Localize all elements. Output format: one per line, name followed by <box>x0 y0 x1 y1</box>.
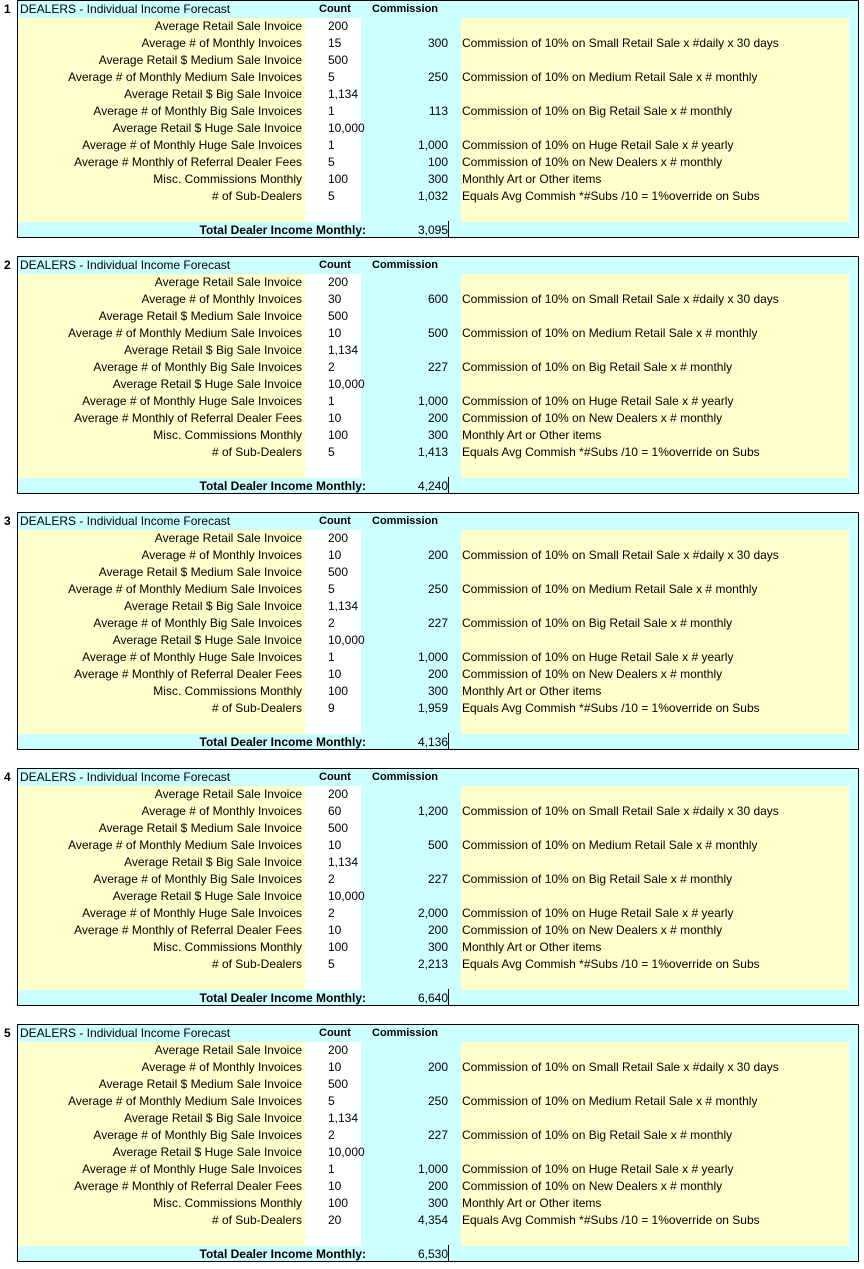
row-label: Average # of Monthly Medium Sale Invoices <box>68 582 302 596</box>
row-description: Commission of 10% on Medium Retail Sale x # monthly <box>462 1094 758 1108</box>
forecast-table <box>17 768 859 1006</box>
count-value: 500 <box>328 821 349 835</box>
count-value: 10,000 <box>328 121 365 135</box>
count-value: 20 <box>328 1213 342 1227</box>
commission-value: 2,000 <box>417 906 448 920</box>
forecast-title: DEALERS - Individual Income Forecast <box>20 770 231 784</box>
row-description: Commission of 10% on Small Retail Sale x #daily x 30 days <box>462 1060 779 1074</box>
count-value: 5 <box>328 445 335 459</box>
commission-value: 300 <box>427 428 448 442</box>
count-value: 10 <box>328 548 342 562</box>
commission-value: 300 <box>427 172 448 186</box>
count-header: Count <box>319 3 351 15</box>
count-value: 500 <box>328 1077 349 1091</box>
row-label: Average Retail $ Medium Sale Invoice <box>98 821 302 835</box>
row-label: Average # of Monthly Huge Sale Invoices <box>82 906 302 920</box>
forecast-title: DEALERS - Individual Income Forecast <box>20 2 231 16</box>
row-label: Average # of Monthly Huge Sale Invoices <box>82 650 302 664</box>
row-label: Average # of Monthly Invoices <box>141 292 302 306</box>
row-label: Average Retail Sale Invoice <box>154 19 302 33</box>
commission-header: Commission <box>372 515 439 527</box>
row-label: Misc. Commissions Monthly <box>153 172 302 186</box>
commission-value: 100 <box>427 155 448 169</box>
count-value: 100 <box>328 428 349 442</box>
total-label: Total Dealer Income Monthly: <box>199 223 366 237</box>
count-value: 1,134 <box>328 87 359 101</box>
forecast-title: DEALERS - Individual Income Forecast <box>20 1026 231 1040</box>
row-label: Average # of Monthly Medium Sale Invoices <box>68 326 302 340</box>
total-cell-border <box>448 477 449 493</box>
row-label: Average Retail Sale Invoice <box>154 787 302 801</box>
row-label: # of Sub-Dealers <box>211 189 302 203</box>
row-description: Equals Avg Commish *#Subs /10 = 1%override on Subs <box>462 445 760 459</box>
count-value: 500 <box>328 309 349 323</box>
count-value: 10,000 <box>328 377 365 391</box>
count-value: 1 <box>328 1162 335 1176</box>
row-description: Equals Avg Commish *#Subs /10 = 1%override on Subs <box>462 957 760 971</box>
commission-value: 1,413 <box>417 445 448 459</box>
commission-value: 600 <box>427 292 448 306</box>
forecast-number: 1 <box>4 2 11 16</box>
total-value: 6,530 <box>417 1247 448 1261</box>
total-label: Total Dealer Income Monthly: <box>199 991 366 1005</box>
count-value: 1,134 <box>328 855 359 869</box>
commission-value: 200 <box>427 411 448 425</box>
row-description: Commission of 10% on Huge Retail Sale x # yearly <box>462 906 734 920</box>
row-label: Average Retail $ Medium Sale Invoice <box>98 1077 302 1091</box>
row-label: Average # of Monthly Big Sale Invoices <box>93 104 302 118</box>
total-value: 6,640 <box>417 991 448 1005</box>
row-label: Average # of Monthly Invoices <box>141 36 302 50</box>
row-label: Average Retail $ Medium Sale Invoice <box>98 53 302 67</box>
row-label: Average # of Monthly Invoices <box>141 1060 302 1074</box>
commission-value: 300 <box>427 940 448 954</box>
count-value: 100 <box>328 172 349 186</box>
row-label: Average # Monthly of Referral Dealer Fees <box>74 155 302 169</box>
row-label: Average # of Monthly Huge Sale Invoices <box>82 138 302 152</box>
commission-value: 227 <box>427 616 448 630</box>
commission-value: 250 <box>427 1094 448 1108</box>
row-label: Average Retail $ Big Sale Invoice <box>124 1111 302 1125</box>
commission-value: 250 <box>427 70 448 84</box>
row-label: Average Retail Sale Invoice <box>154 531 302 545</box>
count-value: 1 <box>328 104 335 118</box>
row-label: Average # Monthly of Referral Dealer Fees <box>74 667 302 681</box>
count-header: Count <box>319 771 351 783</box>
commission-value: 300 <box>427 1196 448 1210</box>
row-description: Monthly Art or Other items <box>462 172 602 186</box>
commission-value: 113 <box>428 104 448 118</box>
row-label: Average # of Monthly Big Sale Invoices <box>93 360 302 374</box>
count-header: Count <box>319 259 351 271</box>
commission-header: Commission <box>372 259 439 271</box>
row-description: Equals Avg Commish *#Subs /10 = 1%override on Subs <box>462 189 760 203</box>
count-value: 5 <box>328 189 335 203</box>
row-label: # of Sub-Dealers <box>211 957 302 971</box>
commission-value: 500 <box>427 838 448 852</box>
count-value: 10 <box>328 1060 342 1074</box>
count-value: 100 <box>328 1196 349 1210</box>
row-label: Average Retail $ Huge Sale Invoice <box>112 889 302 903</box>
row-description: Commission of 10% on Small Retail Sale x #daily x 30 days <box>462 292 779 306</box>
row-description: Commission of 10% on Big Retail Sale x # monthly <box>462 104 733 118</box>
total-label: Total Dealer Income Monthly: <box>199 479 366 493</box>
row-description: Monthly Art or Other items <box>462 1196 602 1210</box>
forecast-block <box>0 0 864 240</box>
forecast-block <box>0 512 864 752</box>
row-description: Commission of 10% on Small Retail Sale x #daily x 30 days <box>462 36 779 50</box>
commission-value: 1,959 <box>417 701 448 715</box>
count-value: 500 <box>328 53 349 67</box>
count-value: 5 <box>328 155 335 169</box>
count-value: 15 <box>328 36 342 50</box>
count-header: Count <box>319 515 351 527</box>
forecast-title: DEALERS - Individual Income Forecast <box>20 514 231 528</box>
total-value: 3,095 <box>417 223 448 237</box>
count-value: 10 <box>328 923 342 937</box>
row-description: Commission of 10% on Medium Retail Sale x # monthly <box>462 70 758 84</box>
row-label: Misc. Commissions Monthly <box>153 1196 302 1210</box>
count-value: 10 <box>328 411 342 425</box>
row-description: Commission of 10% on New Dealers x # monthly <box>462 411 723 425</box>
commission-value: 200 <box>427 1060 448 1074</box>
commission-value: 227 <box>427 360 448 374</box>
row-label: Misc. Commissions Monthly <box>153 940 302 954</box>
forecast-block <box>0 768 864 1008</box>
row-label: Average # Monthly of Referral Dealer Fees <box>74 411 302 425</box>
count-value: 2 <box>328 872 335 886</box>
row-label: Average Retail $ Huge Sale Invoice <box>112 1145 302 1159</box>
forecast-block <box>0 256 864 496</box>
row-description: Commission of 10% on Small Retail Sale x #daily x 30 days <box>462 548 779 562</box>
forecast-table <box>17 512 859 750</box>
row-label: Average # Monthly of Referral Dealer Fees <box>74 1179 302 1193</box>
commission-value: 1,000 <box>417 650 448 664</box>
commission-value: 300 <box>427 684 448 698</box>
row-label: Average Retail $ Big Sale Invoice <box>124 343 302 357</box>
count-value: 200 <box>328 19 349 33</box>
row-label: Average Retail Sale Invoice <box>154 275 302 289</box>
forecast-title: DEALERS - Individual Income Forecast <box>20 258 231 272</box>
row-description: Commission of 10% on Big Retail Sale x # monthly <box>462 360 733 374</box>
row-description: Commission of 10% on Huge Retail Sale x # yearly <box>462 394 734 408</box>
row-description: Commission of 10% on New Dealers x # monthly <box>462 667 723 681</box>
row-label: Average # of Monthly Medium Sale Invoices <box>68 70 302 84</box>
commission-value: 500 <box>427 326 448 340</box>
commission-header: Commission <box>372 3 439 15</box>
count-value: 1,134 <box>328 343 359 357</box>
row-label: Average Retail $ Big Sale Invoice <box>124 87 302 101</box>
commission-value: 200 <box>427 923 448 937</box>
row-description: Commission of 10% on Medium Retail Sale x # monthly <box>462 582 758 596</box>
forecast-number: 2 <box>4 258 11 272</box>
count-value: 30 <box>328 292 342 306</box>
commission-value: 200 <box>427 548 448 562</box>
count-value: 1 <box>328 138 335 152</box>
count-value: 5 <box>328 582 335 596</box>
row-description: Monthly Art or Other items <box>462 940 602 954</box>
row-label: Average Retail Sale Invoice <box>154 1043 302 1057</box>
total-label: Total Dealer Income Monthly: <box>199 1247 366 1261</box>
count-value: 2 <box>328 1128 335 1142</box>
count-value: 1 <box>328 650 335 664</box>
count-value: 2 <box>328 616 335 630</box>
commission-value: 300 <box>427 36 448 50</box>
row-label: Misc. Commissions Monthly <box>153 684 302 698</box>
count-value: 60 <box>328 804 342 818</box>
row-label: Average Retail $ Huge Sale Invoice <box>112 121 302 135</box>
count-value: 100 <box>328 940 349 954</box>
count-value: 200 <box>328 275 349 289</box>
commission-value: 200 <box>427 667 448 681</box>
row-label: # of Sub-Dealers <box>211 1213 302 1227</box>
row-label: Average Retail $ Medium Sale Invoice <box>98 309 302 323</box>
row-label: Average # of Monthly Invoices <box>141 548 302 562</box>
row-description: Commission of 10% on Small Retail Sale x #daily x 30 days <box>462 804 779 818</box>
forecast-table <box>17 1024 859 1262</box>
commission-value: 250 <box>427 582 448 596</box>
count-header: Count <box>319 1027 351 1039</box>
row-description: Commission of 10% on Huge Retail Sale x # yearly <box>462 138 734 152</box>
row-label: Average # of Monthly Huge Sale Invoices <box>82 1162 302 1176</box>
count-value: 10,000 <box>328 1145 365 1159</box>
count-value: 1,134 <box>328 1111 359 1125</box>
count-value: 10 <box>328 326 342 340</box>
forecast-number: 4 <box>4 770 11 784</box>
count-value: 1,134 <box>328 599 359 613</box>
count-value: 200 <box>328 531 349 545</box>
count-value: 5 <box>328 957 335 971</box>
row-description: Monthly Art or Other items <box>462 684 602 698</box>
total-cell-border <box>448 733 449 749</box>
row-label: Average # of Monthly Huge Sale Invoices <box>82 394 302 408</box>
count-value: 200 <box>328 1043 349 1057</box>
row-label: Average # of Monthly Big Sale Invoices <box>93 1128 302 1142</box>
row-description: Commission of 10% on Big Retail Sale x # monthly <box>462 616 733 630</box>
row-description: Commission of 10% on New Dealers x # monthly <box>462 155 723 169</box>
row-description: Equals Avg Commish *#Subs /10 = 1%override on Subs <box>462 1213 760 1227</box>
row-label: Average Retail $ Huge Sale Invoice <box>112 377 302 391</box>
count-value: 200 <box>328 787 349 801</box>
row-description: Commission of 10% on Medium Retail Sale x # monthly <box>462 838 758 852</box>
commission-value: 2,213 <box>417 957 448 971</box>
row-label: # of Sub-Dealers <box>211 701 302 715</box>
count-value: 5 <box>328 1094 335 1108</box>
row-description: Commission of 10% on Big Retail Sale x # monthly <box>462 1128 733 1142</box>
forecast-table <box>17 0 859 238</box>
count-value: 1 <box>328 394 335 408</box>
count-value: 10,000 <box>328 633 365 647</box>
total-value: 4,136 <box>417 735 448 749</box>
row-label: Average # of Monthly Medium Sale Invoices <box>68 1094 302 1108</box>
row-description: Commission of 10% on Huge Retail Sale x # yearly <box>462 650 734 664</box>
total-cell-border <box>448 989 449 1005</box>
commission-value: 227 <box>427 1128 448 1142</box>
count-value: 100 <box>328 684 349 698</box>
count-value: 10 <box>328 667 342 681</box>
row-label: Average # Monthly of Referral Dealer Fees <box>74 923 302 937</box>
commission-header: Commission <box>372 771 439 783</box>
commission-value: 200 <box>427 1179 448 1193</box>
commission-value: 1,000 <box>417 1162 448 1176</box>
count-value: 9 <box>328 701 335 715</box>
total-cell-border <box>448 1245 449 1261</box>
row-label: Average Retail $ Huge Sale Invoice <box>112 633 302 647</box>
commission-value: 1,200 <box>417 804 448 818</box>
total-cell-border <box>448 221 449 237</box>
commission-value: 1,000 <box>417 394 448 408</box>
row-label: # of Sub-Dealers <box>211 445 302 459</box>
row-label: Average # of Monthly Big Sale Invoices <box>93 616 302 630</box>
row-description: Equals Avg Commish *#Subs /10 = 1%override on Subs <box>462 701 760 715</box>
forecast-table <box>17 256 859 494</box>
commission-value: 4,354 <box>417 1213 448 1227</box>
count-value: 10 <box>328 838 342 852</box>
forecast-number: 5 <box>4 1026 11 1040</box>
row-label: Misc. Commissions Monthly <box>153 428 302 442</box>
count-value: 5 <box>328 70 335 84</box>
row-description: Monthly Art or Other items <box>462 428 602 442</box>
commission-header: Commission <box>372 1027 439 1039</box>
row-label: Average Retail $ Big Sale Invoice <box>124 599 302 613</box>
row-description: Commission of 10% on Big Retail Sale x # monthly <box>462 872 733 886</box>
total-label: Total Dealer Income Monthly: <box>199 735 366 749</box>
commission-value: 1,032 <box>417 189 448 203</box>
commission-value: 1,000 <box>417 138 448 152</box>
row-description: Commission of 10% on Huge Retail Sale x # yearly <box>462 1162 734 1176</box>
row-label: Average Retail $ Medium Sale Invoice <box>98 565 302 579</box>
row-description: Commission of 10% on Medium Retail Sale x # monthly <box>462 326 758 340</box>
row-label: Average # of Monthly Invoices <box>141 804 302 818</box>
total-value: 4,240 <box>417 479 448 493</box>
row-description: Commission of 10% on New Dealers x # monthly <box>462 923 723 937</box>
commission-value: 227 <box>427 872 448 886</box>
count-value: 2 <box>328 360 335 374</box>
count-value: 500 <box>328 565 349 579</box>
count-value: 2 <box>328 906 335 920</box>
row-label: Average # of Monthly Medium Sale Invoices <box>68 838 302 852</box>
count-value: 10 <box>328 1179 342 1193</box>
row-label: Average # of Monthly Big Sale Invoices <box>93 872 302 886</box>
forecast-number: 3 <box>4 514 11 528</box>
count-value: 10,000 <box>328 889 365 903</box>
forecast-block <box>0 1024 864 1264</box>
row-label: Average Retail $ Big Sale Invoice <box>124 855 302 869</box>
row-description: Commission of 10% on New Dealers x # monthly <box>462 1179 723 1193</box>
